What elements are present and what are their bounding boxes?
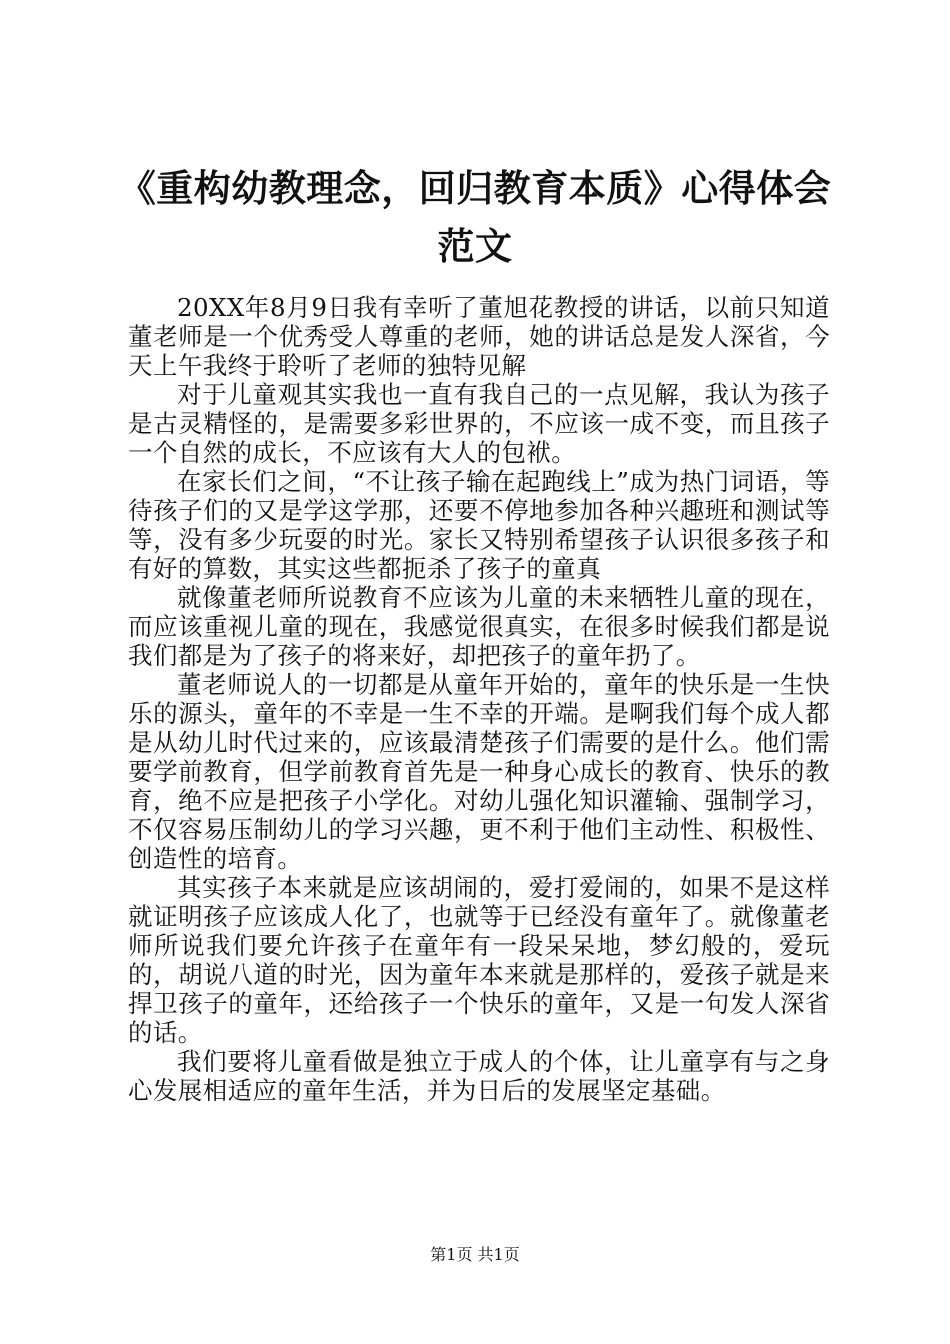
document-body [128,293,830,1105]
paragraph-1: 20XX年8月9日我有幸听了董旭花教授的讲话，以前只知道董老师是一个优秀受人尊重的老师，她的讲话总是发人深省，今天上午我终于聆听了老师的独特见解 [128,293,830,380]
paragraph-3: 在家长们之间，“不让孩子输在起跑线上”成为热门词语，等待孩子们的又是学这学那，还要不停地参加各种兴趣班和测试等等，没有多少玩耍的时光。家长又特别希望孩子认识很多孩子和有好的算数，其实这些都扼杀了孩子的童真 [128,467,830,583]
paragraph-4: 就像董老师所说教育不应该为儿童的未来牺牲儿童的现在，而应该重视儿童的现在，我感觉很真实，在很多时候我们都是说我们都是为了孩子的将来好，却把孩子的童年扔了。 [128,583,830,670]
page-footer: 第1页 共1页 [430,1245,520,1264]
paragraph-5: 董老师说人的一切都是从童年开始的，童年的快乐是一生快乐的源头，童年的不幸是一生不幸的开端。是啊我们每个成人都是从幼儿时代过来的，应该最清楚孩子们需要的是什么。他们需要学前教育，但学前教育首先是一种身心成长的教育、快乐的教育，绝不应是把孩子小学化。对幼儿强化知识灌输、强制学习，不仅容易压制幼儿的学习兴趣，更不利于他们主动性、积极性、创造性的培育。 [128,670,830,873]
paragraph-6: 其实孩子本来就是应该胡闹的，爱打爱闹的，如果不是这样就证明孩子应该成人化了，也就等于已经没有童年了。就像董老师所说我们要允许孩子在童年有一段呆呆地，梦幻般的，爱玩的，胡说八道的时光，因为童年本来就是那样的，爱孩子就是来捍卫孩子的童年，还给孩子一个快乐的童年，又是一句发人深省的话。 [128,873,830,1047]
paragraph-7: 我们要将儿童看做是独立于成人的个体，让儿童享有与之身心发展相适应的童年生活，并为日后的发展坚定基础。 [128,1047,830,1105]
document-title: 《重构幼教理念，回归教育本质》心得体会范文 [118,167,832,268]
paragraph-2: 对于儿童观其实我也一直有我自己的一点见解，我认为孩子是古灵精怪的，是需要多彩世界的，不应该一成不变，而且孩子一个自然的成长，不应该有大人的包袱。 [128,380,830,467]
